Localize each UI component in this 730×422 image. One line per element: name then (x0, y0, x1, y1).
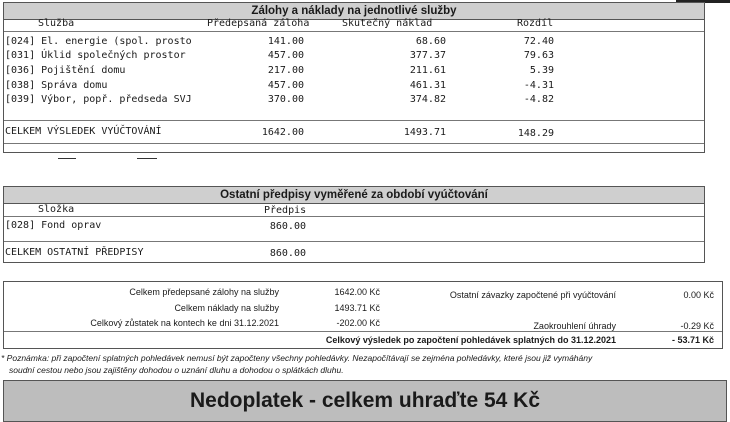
summary-label: Celkem náklady na služby (174, 303, 279, 313)
summary-panel (3, 281, 723, 349)
total-actual: 1493.71 (403, 127, 446, 138)
header-item: Složka (38, 204, 75, 215)
row-actual: 377.37 (409, 50, 446, 61)
services-panel (3, 2, 705, 153)
amount-due-banner: Nedoplatek - celkem uhraďte 54 Kč (3, 380, 727, 422)
summary-value: 0.00 Kč (683, 290, 714, 300)
note-line: soudní cestou nebo jsou zajištěny dohodou o uznání dluhu a dohodou o splátkách dluhu. (9, 365, 344, 375)
header-divider (4, 216, 704, 217)
row-diff: 5.39 (529, 65, 554, 76)
row-advance: 217.00 (267, 65, 304, 76)
row-item: [028] Fond oprav (5, 220, 102, 231)
total-divider (4, 241, 704, 242)
row-service: [031] Úklid společných prostor (5, 50, 186, 61)
row-service: [036] Pojištění domu (5, 65, 126, 76)
row-service: [039] Výbor, popř. předseda SVJ (5, 94, 192, 105)
row-service: [038] Správa domu (5, 80, 108, 91)
note-line: * Poznámka: při započtení splatných pohledávek nemusí být započteny všechny pohledávky. Nezapočítávají se zejména pohledávky, které jsou již vymáhány (1, 353, 593, 363)
row-diff: 79.63 (523, 50, 554, 61)
summary-label: Zaokrouhlení úhrady (533, 321, 616, 331)
row-actual: 374.82 (409, 94, 446, 105)
header-actual: Skutečný náklad (342, 18, 433, 29)
summary-value: 1493.71 Kč (334, 303, 380, 313)
other-charges-title: Ostatní předpisy vyměřené za období vyúčtování (4, 187, 704, 204)
row-advance: 457.00 (267, 80, 304, 91)
header-service: Služba (38, 18, 75, 29)
total-label: CELKEM VÝSLEDEK VYÚČTOVÁNÍ (5, 126, 162, 137)
header-amount: Předpis (264, 205, 307, 216)
row-advance: 141.00 (267, 36, 304, 47)
row-actual: 461.31 (409, 80, 446, 91)
final-result-value: - 53.71 Kč (671, 335, 714, 345)
total-bottom-line (4, 143, 704, 144)
final-result-divider (4, 331, 722, 332)
total-divider (4, 120, 704, 121)
row-diff: -4.82 (523, 94, 554, 105)
row-advance: 370.00 (267, 94, 304, 105)
separator-dash (137, 158, 157, 159)
row-actual: 211.61 (409, 65, 446, 76)
services-title: Zálohy a náklady na jednotlivé služby (4, 3, 704, 20)
row-diff: 72.40 (523, 36, 554, 47)
total-diff: 148.29 (517, 128, 554, 139)
row-amount: 860.00 (269, 221, 306, 232)
row-advance: 457.00 (267, 50, 304, 61)
row-diff: -4.31 (523, 80, 554, 91)
row-service: [024] El. energie (spol. prosto (5, 36, 192, 47)
total-amount: 860.00 (269, 248, 306, 259)
header-advance: Předepsaná záloha (207, 18, 310, 29)
summary-value: -202.00 Kč (336, 318, 380, 328)
final-result-label: Celkový výsledek po započtení pohledávek splatných do 31.12.2021 (325, 335, 616, 345)
summary-value: 1642.00 Kč (334, 287, 380, 297)
total-label: CELKEM OSTATNÍ PŘEDPISY (5, 247, 144, 258)
summary-value: -0.29 Kč (680, 321, 714, 331)
summary-label: Celkem předepsané zálohy na služby (129, 287, 279, 297)
row-actual: 68.60 (415, 36, 446, 47)
total-advance: 1642.00 (261, 127, 304, 138)
separator-dash (58, 158, 76, 159)
summary-label: Celkový zůstatek na kontech ke dni 31.12.2021 (90, 318, 279, 328)
summary-label: Ostatní závazky započtené při vyúčtování (449, 290, 616, 300)
header-diff: Rozdíl (517, 18, 554, 29)
header-divider (4, 31, 704, 32)
other-charges-panel (3, 186, 705, 263)
